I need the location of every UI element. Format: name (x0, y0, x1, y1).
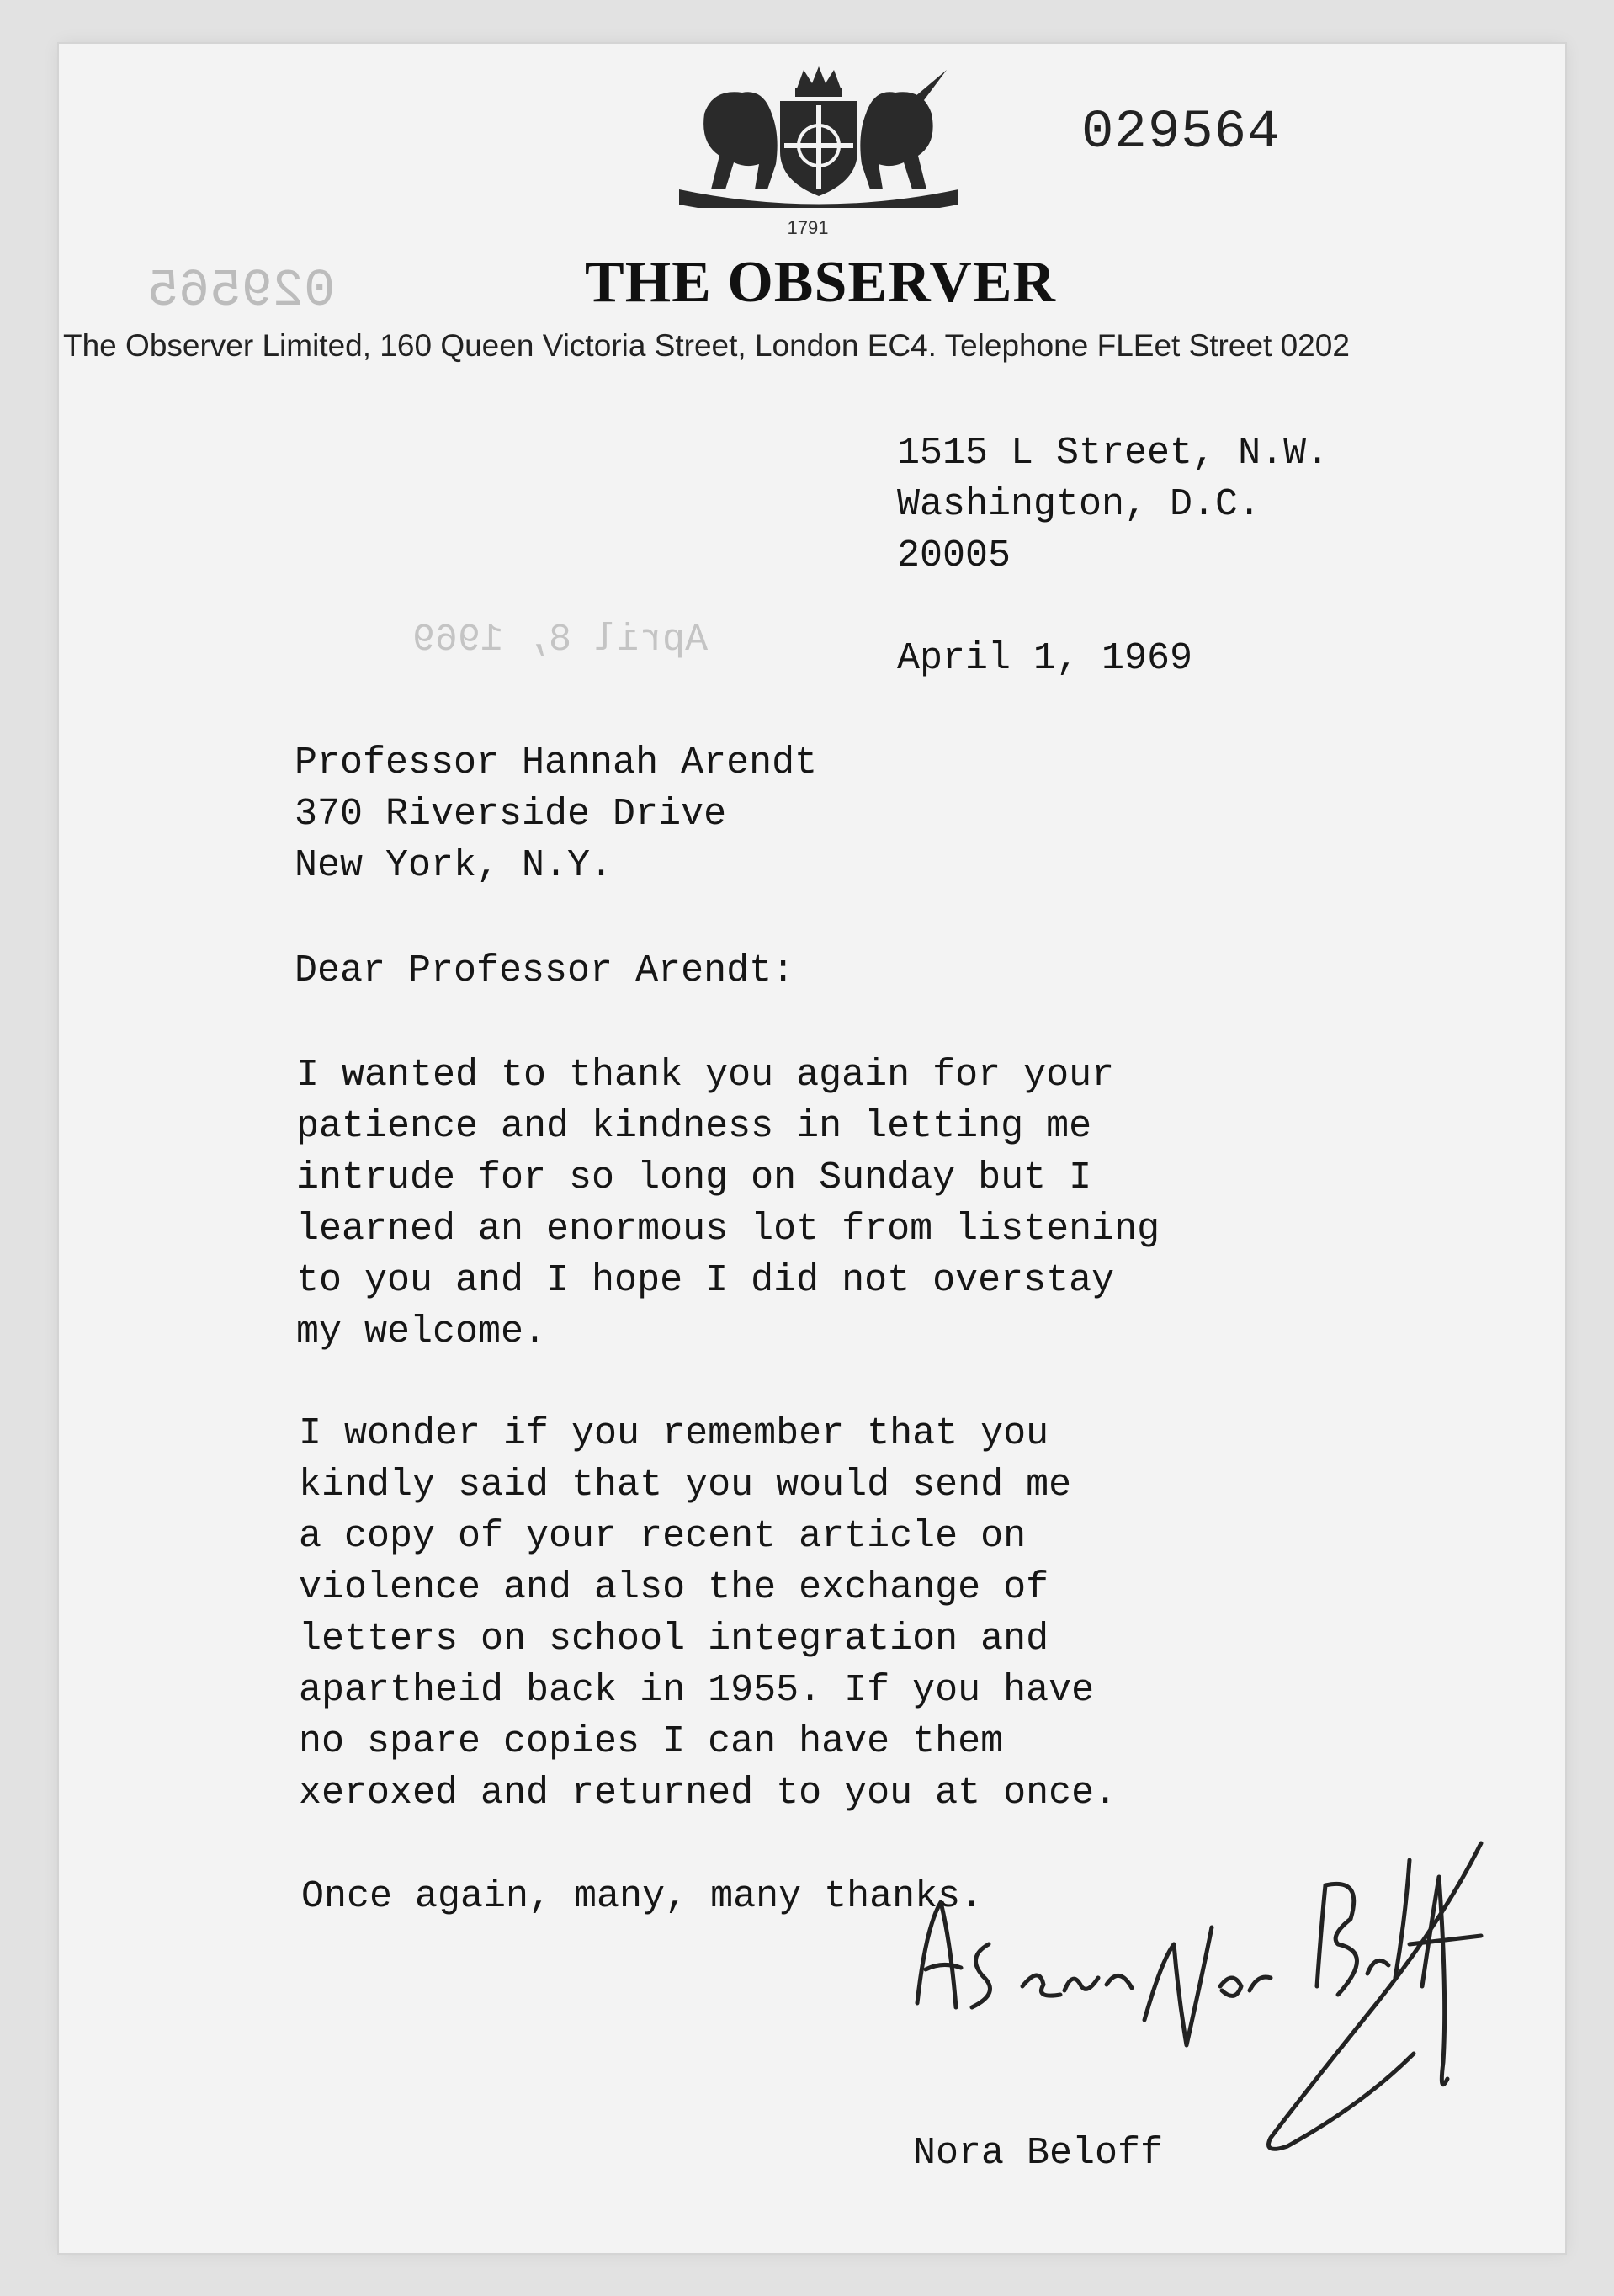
company-address-line: The Observer Limited, 160 Queen Victoria Street, London EC4. Telephone FLEet Street 0202 (63, 328, 1350, 363)
handwritten-signature (892, 1826, 1515, 2180)
salutation: Dear Professor Arendt: (295, 949, 795, 992)
signer-name: Nora Beloff (913, 2132, 1164, 2175)
ghost-date: April 8, 1969 (412, 619, 709, 662)
serial-number: 029564 (1081, 103, 1281, 163)
sender-address-line3: 20005 (897, 534, 1011, 577)
ghost-serial-number: 029565 (147, 261, 336, 321)
founded-year: 1791 (787, 217, 829, 238)
recipient-city: New York, N.Y. (295, 844, 613, 887)
recipient-address (295, 737, 817, 891)
sender-address-line1: 1515 L Street, N.W. (897, 432, 1330, 475)
sender-address (897, 428, 1329, 582)
recipient-street: 370 Riverside Drive (295, 793, 727, 836)
royal-coat-of-arms-icon (654, 63, 984, 208)
recipient-name: Professor Hannah Arendt (295, 741, 818, 784)
closing-line: Once again, many, many thanks. (301, 1875, 984, 1918)
sender-address-line2: Washington, D.C. (897, 483, 1261, 526)
letter-date: April 1, 1969 (897, 637, 1193, 680)
masthead-title: THE OBSERVER (585, 250, 1056, 315)
body-paragraph-1: I wanted to thank you again for your patience and kindness in letting me intrude for so long on Sunday but I learned an enormous lot from listening to you and I hope I did not overstay my welcome. (296, 1054, 1160, 1353)
body-paragraph-2: I wonder if you remember that you kindly said that you would send me a copy of your recent article on violence and also the exchange of letters on school integration and apartheid back in 1955. If you have no spare copies I can have them xeroxed and returned to you at once. (299, 1412, 1118, 1815)
